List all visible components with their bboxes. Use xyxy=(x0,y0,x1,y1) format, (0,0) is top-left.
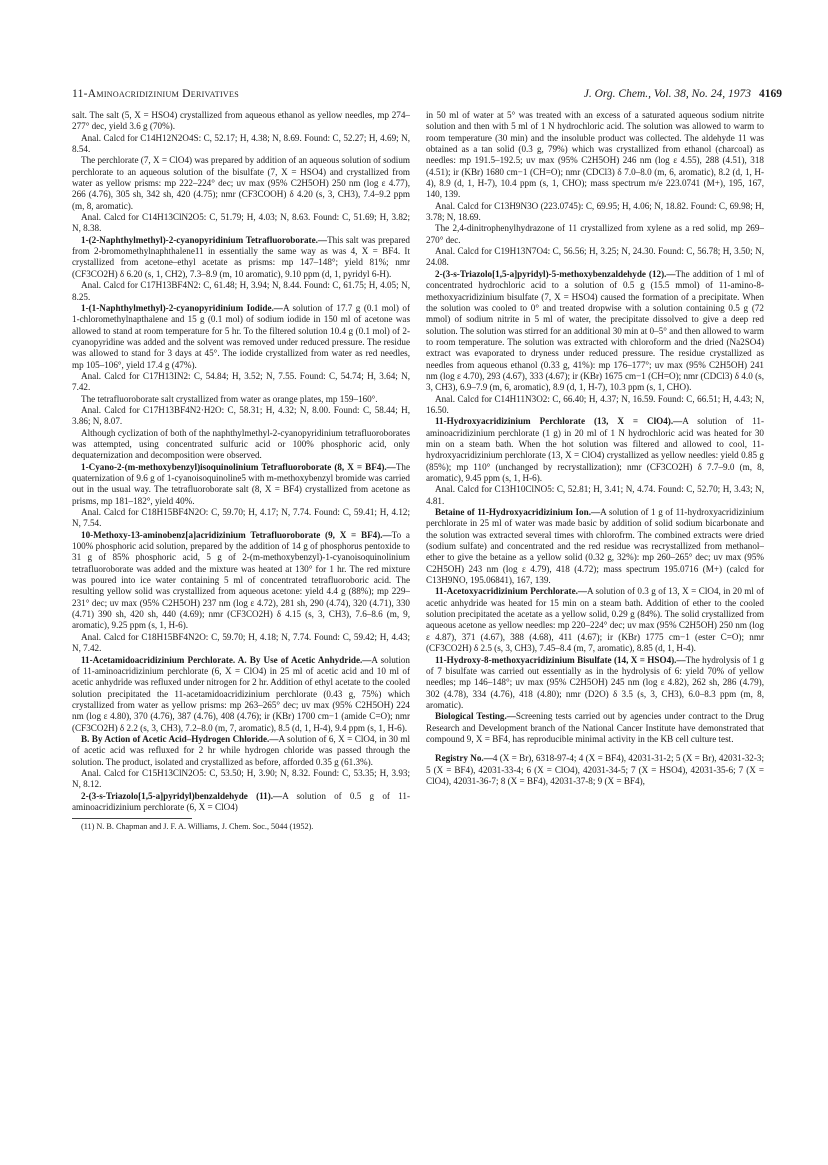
left-paragraph xyxy=(72,110,410,133)
section-heading: 1-(1-Naphthylmethyl)-2-cyanopyridinium Iodide.— xyxy=(81,302,283,313)
left-paragraph xyxy=(72,530,410,632)
section-heading: 11-Acetamidoacridizinium Perchlorate. A. By Use of Acetic Anhydride.— xyxy=(81,654,372,665)
paragraph-text: Although cyclization of both of the naphthylmethyl-2-cyanopyridinium tetrafluoroborates was attempted, using concentrated sulfuric acid or 100% phosphoric acid, only dequaternization and decomposition were observed. xyxy=(72,427,410,461)
right-paragraph xyxy=(426,201,764,224)
left-paragraph xyxy=(72,235,410,280)
paragraph-text: Anal. Calcd for C17H13BF4N2·H2O: C, 58.31; H, 4.32; N, 8.00. Found: C, 58.44; H, 3.86; N, 8.07. xyxy=(72,404,410,427)
left-paragraph xyxy=(72,791,410,814)
left-paragraph xyxy=(72,394,410,405)
section-heading: 10-Methoxy-13-aminobenz[a]acridizinium Tetrafluoroborate (9, X = BF4).— xyxy=(81,529,392,540)
left-paragraph xyxy=(72,507,410,530)
paragraph-text: Anal. Calcd for C18H15BF4N2O: C, 59.70; H, 4.18; N, 7.74. Found: C, 59.42; H, 4.43; N, 7.42. xyxy=(72,631,410,654)
left-paragraph xyxy=(72,462,410,507)
left-column xyxy=(72,110,410,1140)
paragraph-text: A solution of 11-aminoacridizinium perchlorate (1 g) in 20 ml of 1 N hydrochloric acid was heated for 30 min on a steam bath. When the hot solution was filtered and allowed to cool, 11-hydroxyacridizinium perchlorate (13, X = ClO4) crystallized as yellow needles: yield 0.85 g (85%); mp 110° (unchanged by recrystallization); nmr (CF3CO2H) δ 7.7–9.0 (m, 8, aromatic), 9.45 ppm (s, 1, H-6). xyxy=(426,416,764,483)
right-column xyxy=(426,110,764,1140)
footnote: (11) N. B. Chapman and J. F. A. Williams, J. Chem. Soc., 5044 (1952). xyxy=(81,822,314,832)
section-heading: 2-(3-s-Triazolo[1,5-a]pyridyl)benzaldehyde (11).— xyxy=(81,790,283,801)
running-title: 11-Aminoacridizinium Derivatives xyxy=(72,88,239,100)
paragraph-text: A solution of 11-aminoacridizinium perchlorate (6, X = ClO4) in 25 ml of acetic acid and 10 ml of acetic anhydride was refluxed under nitrogen for 2 hr. Addition of ethyl acetate to the cooled solution precipitated the 11-acetamidoacridizinium perchlorate (0.43 g, 75%) which crystallized from water as yellow prisms: mp 263–265° dec; uv max (95% C2H5OH) 224 nm (log ε 4.80), 370 (4.76), 387 (4.76), 408 (4.76); ir (KBr) 1700 cm−1 (amide C=O); nmr (CF3CO2H) δ 2.2 (s, 3, CH3), 7.2–8.0 (m, 7, aromatic), 8.5 (d, 1, H-4), 9.4 ppm (s, 1, H-6). xyxy=(72,654,410,733)
section-heading: Betaine of 11-Hydroxyacridizinium Ion.— xyxy=(435,507,601,518)
paragraph-text: Anal. Calcd for C14H13ClN2O5: C, 51.79; H, 4.03; N, 8.63. Found: C, 51.69; H, 3.82; N, 8.38. xyxy=(72,212,410,234)
paragraph-text: A solution of 0.5 g of 11-aminoacridizinium perchlorate (6, X = ClO4) xyxy=(72,790,410,812)
right-paragraph xyxy=(426,711,764,745)
left-paragraph xyxy=(72,155,410,212)
section-heading: 11-Acetoxyacridizinium Perchlorate.— xyxy=(435,586,588,597)
paragraph-text: Screening tests carried out by agencies under contract to the Drug Research and Development branch of the National Cancer Institute have demonstrated that compound 9, X = BF4, has reproducible minimal activity in the KB cell culture test. xyxy=(426,711,764,744)
paragraph-text: Anal. Calcd for C17H13IN2: C, 54.84; H, 3.52; N, 7.55. Found: C, 54.74; H, 3.64; N, 7.42. xyxy=(72,370,410,393)
section-heading: 2-(3-s-Triazolo[1,5-a]pyridyl)-5-methoxybenzaldehyde (12).— xyxy=(435,268,676,279)
paragraph-text: Anal. Calcd for C14H12N2O4S: C, 52.17; H, 4.38; N, 8.69. Found: C, 52.27; H, 4.69; N, 8.54. xyxy=(72,132,410,155)
paragraph-text: The hydrolysis of 1 g of 7 bisulfate was carried out essentially as in the hydrolysis of 6: yield 70% of yellow needles; mp 146–148°; uv max (95% C2H5OH) 245 nm (log ε 4.82), 262 sh, 286 (4.79), 302 (4.78), 334 (4.76), 418 (4.80); nmr (D2O) δ 3.5 (s, 3, CH3), 6.0–8.3 ppm (m, 8, aromatic). xyxy=(426,654,764,710)
right-paragraph xyxy=(426,110,764,201)
paragraph-text: A solution of 17.7 g (0.1 mol) of 1-chloromethylnapthalene and 15 g (0.1 mol) of sodium iodide in 150 ml of acetone was allowed to stand at room temperature for 5 hr. To the filtered solution 10.4 g (0.1 mol) of 2-cyanopyridine was added and the solvent was removed under reduced pressure. The residue was allowed to stand for 3 days at 45°. The iodide crystallized from water as red needles, mp 105–106°, yield 17.4 g (47%). xyxy=(72,302,410,370)
paragraph-text: Anal. Calcd for C14H11N3O2: C, 66.40; H, 4.37; N, 16.59. Found: C, 66.51; H, 4.43; N, 16.50. xyxy=(426,393,764,415)
paragraph-text: Anal. Calcd for C18H15BF4N2O: C, 59.70; H, 4.17; N, 7.74. Found: C, 59.41; H, 4.12; N, 7.54. xyxy=(72,507,410,529)
left-paragraph xyxy=(72,405,410,428)
left-paragraph xyxy=(72,768,410,791)
paragraph-text: A solution of 0.3 g of 13, X = ClO4, in 20 ml of acetic anhydride was heated for 15 min on a steam bath. Addition of ether to the cooled solution precipitated the acetate as a yellow solid, 0.29 g (84%). The solid crystallized from aqueous acetone as yellow needles: mp 220–224° dec; uv max (95% C2H5OH) 250 nm (log ε 4.87), 371 (4.67), 388 (4.68), 411 (4.67); ir (KBr) 1775 cm−1 (ester C=O); nmr (CF3CO2H) δ 2.5 (s, 3, CH3), 7.45–8.4 (m, 7, aromatic), 8.85 (d, 1, H-4). xyxy=(426,586,764,654)
registry-text: 4 (X = Br), 6318-97-4; 4 (X = BF4), 42031-31-2; 5 (X = Br), 42031-32-3; 5 (X = BF4), 42031-33-4; 6 (X = ClO4), 42031-34-5; 7 (X = HSO4), 42031-35-6; 7 (X = ClO4), 42031-36-7; 8 (X = BF4), 42031-37-8; 9 (X = BF4), xyxy=(426,753,764,786)
paragraph-text: Anal. Calcd for C13H9N3O (223.0745): C, 69.95; H, 4.06; N, 18.82. Found: C, 69.98; H, 3.78; N, 18.69. xyxy=(426,200,764,223)
left-paragraph xyxy=(72,371,410,394)
right-paragraph xyxy=(426,586,764,654)
section-heading: B. By Action of Acetic Acid–Hydrogen Chloride.— xyxy=(81,733,279,744)
paragraph-text: Anal. Calcd for C19H13N7O4: C, 56.56; H, 3.25; N, 24.30. Found: C, 56.78; H, 3.50; N, 24.08. xyxy=(426,246,764,268)
journal-citation xyxy=(584,88,782,100)
journal-name: J. Org. Chem., Vol. 38, No. 24, 1973 xyxy=(583,88,751,100)
left-paragraph xyxy=(72,280,410,303)
left-paragraph xyxy=(72,303,410,371)
paragraph-text: salt. The salt (5, X = HSO4) crystallized from aqueous ethanol as yellow needles, mp 274–277° dec, yield 3.6 g (70%). xyxy=(72,110,410,132)
registry-label: Registry No.— xyxy=(435,753,493,764)
paragraph-text: The 2,4-dinitrophenylhydrazone of 11 crystallized from xylene as a red solid, mp 269–270° dec. xyxy=(426,223,764,245)
right-paragraph xyxy=(426,655,764,712)
running-header xyxy=(72,88,782,102)
section-heading: 1-(2-Naphthylmethyl)-2-cyanopyridinium Tetrafluoroborate.— xyxy=(81,234,328,245)
paragraph-text: The tetrafluoroborate salt crystallized from water as orange plates, mp 159–160°. xyxy=(81,393,378,404)
section-heading: 11-Hydroxy-8-methoxyacridizinium Bisulfate (14, X = HSO4).— xyxy=(435,654,686,665)
section-heading: 1-Cyano-2-(m-methoxybenzyl)isoquinolinium Tetrafluoroborate (8, X = BF4).— xyxy=(81,461,396,472)
left-paragraph xyxy=(72,133,410,156)
right-paragraph xyxy=(426,507,764,586)
paragraph-text: To a 100% phosphoric acid solution, prepared by the addition of 14 g of phosphorus pentoxide to 31 g of 85% phosphoric acid, 5 g of 2-(m-methoxybenzyl)-1-cyanoisoquinolinium tetrafluoroborate was added and the mixture was heated at 130° for 1 hr. The red mixture was poured into ice water containing 5 ml of concentrated tetrafluoroboric acid. The resulting yellow solid was crystallized from aqueous acetone: yield 4.4 g (88%); mp 229–231° dec; uv max (95% C2H5OH) 237 nm (log ε 4.72), 281 sh, 290 (4.74), 320 (4.71), 330 (4.71) 390 sh, 420 sh, 440 (4.69); nmr (CF3CO2H) δ 4.15 (s, 3, CH3), 7.6–8.6 (m, 9, aromatic), 9.25 ppm (s, 1, H-6). xyxy=(72,529,410,631)
paragraph-text: Anal. Calcd for C17H13BF4N2: C, 61.48; H, 3.94; N, 8.44. Found: C, 61.75; H, 4.05; N, 8.25. xyxy=(72,280,410,302)
right-paragraph xyxy=(426,269,764,394)
right-paragraph xyxy=(426,246,764,269)
left-paragraph xyxy=(72,212,410,235)
paragraph-text: in 50 ml of water at 5° was treated with an excess of a saturated aqueous sodium nitrite solution and then with 5 ml of 1 N hydrochloric acid. The solution was allowed to warm to room temperature (30 min) and the insoluble product was collected. The aldehyde 11 was obtained as a tan solid (0.3 g, 79%) which was crystallized from ethanol (charcoal) as needles: mp 191.5–192.5; uv max (95% C2H5OH) 246 nm (log ε 4.55), 288 (4.51), 318 (4.51); ir (KBr) 1680 cm−1 (CH=O); nmr (CDCl3) δ 7.0–8.0 (m, 6, aromatic), 8.2 (d, 1, H-4), 8.9 (d, 1, H-7), 10.4 ppm (s, 1, CHO); mass spectrum m/e 223.0741 (M+), 195, 167, 140, 139. xyxy=(426,110,764,200)
paragraph-text: This salt was prepared from 2-bromomethylnaphthalene11 in essentially the same way as was 4, X = BF4. It crystallized from acetone–ethyl acetate as prisms: mp 147–148°; yield 81%; nmr (CF3CO2H) δ 6.20 (s, 1, CH2), 7.3–8.9 (m, 10 aromatic), 9.10 ppm (d, 1, pyridyl 6-H). xyxy=(72,234,410,279)
left-paragraph xyxy=(72,428,410,462)
left-paragraph xyxy=(72,734,410,768)
paragraph-text: The perchlorate (7, X = ClO4) was prepared by addition of an aqueous solution of sodium perchlorate to an aqueous solution of the bisulfate (7, X = HSO4) and crystallized from water as yellow prisms: mp 222–224° dec; uv max (95% C2H5OH) 250 nm (log ε 4.77), 266 (4.76), 305 sh, 342 sh, 420 (4.75); nmr (CF3COOH) δ 4.20 (s, 3, CH3), 7.4–9.2 ppm (m, 8, aromatic). xyxy=(72,155,410,211)
paragraph-text: A solution of 6, X = ClO4, in 30 ml of acetic acid was refluxed for 2 hr while hydrogen chloride was passed through the solution. The product, isolated and crystallized as before, afforded 0.35 g (61.3%). xyxy=(72,733,410,767)
paragraph-text: Anal. Calcd for C15H13ClN2O5: C, 53.50; H, 3.90; N, 8.32. Found: C, 53.35; H, 3.93; N, 8.12. xyxy=(72,767,410,790)
paragraph-text: A solution of 1 g of 11-hydroxyacridizinium perchlorate in 25 ml of water was made basic by addition of solid sodium bicarbonate and the solution was extracted several times with chlorofrm. The combined extracts were dried (sodium sulfate) and concentrated and the red residue was recrystallized from methanol–ether to give the betaine as a yellow solid (0.32 g, 32%): mp 260–265° dec; uv max (95% C2H5OH) 243 nm (log ε 4.79), 418 (4.72); mass spectrum 195.0716 (M+) (calcd for C13H9NO, 195.06841), 167, 139. xyxy=(426,507,764,586)
page-number: 4169 xyxy=(759,88,782,100)
right-paragraph xyxy=(426,416,764,484)
right-paragraph xyxy=(426,223,764,246)
paragraph-text: The quaternization of 9.6 g of 1-cyanoisoquinoline5 with m-methoxybenzyl bromide was carried out in the usual way. The tetrafluoroborate salt (8, X = BF4) crystallized from acetone as prisms, mp 181–182°, yield 40%. xyxy=(72,461,410,506)
paragraph-text: Anal. Calcd for C13H10ClNO5: C, 52.81; H, 3.41; N, 4.74. Found: C, 52.70; H, 3.43; N, 4.81. xyxy=(426,484,764,506)
section-heading: 11-Hydroxyacridizinium Perchlorate (13, X = ClO4).— xyxy=(435,416,683,427)
right-paragraph xyxy=(426,484,764,507)
paragraph-text: The addition of 1 ml of concentrated hydrochloric acid to a solution of 0.5 g (15.5 mmol) of 11-amino-8-methoxyacridizinium bisulfate (7, X = HSO4) caused the formation of a precipitate. When the solution was cooled to 0° and treated dropwise with a solution containing 0.5 g (72 mmol) of sodium nitrite in 5 ml of water, the precipitate dissolved to give a deep red solution. The solution was stirred for an additional 30 min at 0–5° and then allowed to warm to room temperature. The solution was extracted with chloroform and the dried (Na2SO4) extract was evaporated to dryness under reduced pressure. The residue crystallized as needles from aqueous ethanol (0.33 g, 41%): mp 176–177°; uv max (95% C2H5OH) 241 nm (log ε 4.70), 293 (4.67), 333 (4.67); ir (KBr) 1675 cm−1 (CH=O); nmr (CDCl3) δ 4.0 (s, 3, CH3), 6.9–7.9 (m, 6, aromatic), 8.9 (d, 1, H-7), 10.3 ppm (s, 1, CHO). xyxy=(426,268,764,393)
left-paragraph xyxy=(72,632,410,655)
left-paragraph xyxy=(72,655,410,734)
registry-numbers xyxy=(426,753,764,787)
right-paragraph xyxy=(426,394,764,417)
section-heading: Biological Testing.— xyxy=(435,711,516,722)
